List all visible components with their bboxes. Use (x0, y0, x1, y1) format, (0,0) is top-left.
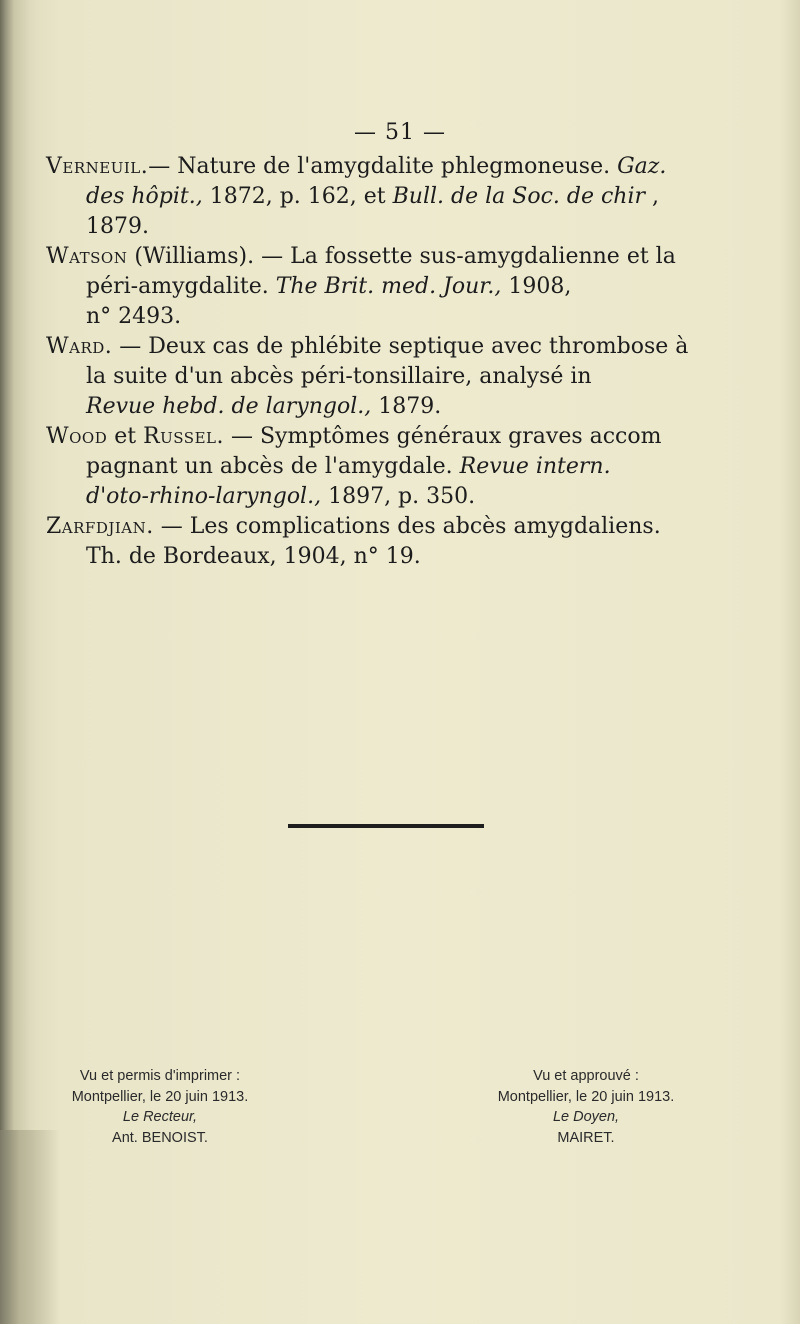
entry-text: — Symptômes généraux graves accom (224, 424, 662, 449)
entry-line (46, 302, 766, 332)
entry-line (46, 182, 766, 212)
entry-line (46, 212, 766, 242)
entry-text: 1872, p. 162, et (202, 184, 393, 209)
bibliography-entry (46, 332, 766, 422)
entry-author: Verneuil. (46, 154, 149, 179)
imprimatur-title: Le Recteur, (122, 1109, 198, 1125)
page-number: — 51 — (354, 120, 446, 145)
bibliography-entry (46, 242, 766, 332)
entry-text: la suite d'un abcès péri-tonsillaire, analysé in (86, 364, 592, 389)
entry-text: 1897, p. 350. (321, 484, 476, 509)
entry-text: n° 2493. (86, 304, 182, 329)
entry-citation-italic: Revue intern. (459, 454, 611, 479)
entry-author: Zarfdjian. (46, 514, 154, 539)
bibliography-entry (46, 512, 766, 572)
entry-citation-italic: Revue hebd. de laryngol., (86, 394, 372, 419)
entry-text: 1879. (86, 214, 149, 239)
entry-text: 1908, (501, 274, 572, 299)
entry-text: (Williams). — La fossette sus-amygdalienne et la (127, 244, 676, 269)
entry-citation-italic: des hôpit., (86, 184, 203, 209)
entry-line (46, 332, 766, 362)
imprimatur-approval (456, 1066, 716, 1148)
entry-text: et (107, 424, 144, 449)
entry-line (46, 242, 766, 272)
entry-text: pagnant un abcès de l'amygdale. (86, 454, 460, 479)
entry-citation-italic: Gaz. (617, 154, 667, 179)
entry-text: Th. de Bordeaux, 1904, n° 19. (86, 544, 421, 569)
entry-line (46, 422, 766, 452)
entry-text: — Les complications des abcès amygdaliens. (153, 514, 661, 539)
approval-title: Le Doyen, (552, 1109, 620, 1125)
entry-line (46, 452, 766, 482)
imprimatur-signatory: Ant. BENOIST. (112, 1129, 208, 1146)
bibliography-entry (46, 422, 766, 512)
bibliography-entry (46, 152, 766, 242)
entry-citation-italic: The Brit. med. Jour., (275, 274, 502, 299)
imprimatur-heading: Vu et permis d'imprimer : (79, 1068, 241, 1084)
entry-line (46, 272, 766, 302)
imprimatur-permission (30, 1066, 290, 1148)
entry-author: Watson (46, 244, 128, 269)
entry-citation-italic: Bull. de la Soc. de chir (392, 184, 646, 209)
entry-author: Wood (46, 424, 108, 449)
entry-text: , (645, 184, 660, 209)
approval-place-date: Montpellier, le 20 juin 1913. (497, 1088, 675, 1105)
entry-text: Russel. (143, 424, 224, 449)
entry-line (46, 362, 766, 392)
imprimatur-place-date: Montpellier, le 20 juin 1913. (71, 1088, 249, 1105)
entry-text: — Nature de l'amygdalite phlegmoneuse. (148, 154, 618, 179)
entry-text: péri-amygdalite. (86, 274, 276, 299)
entry-line (46, 542, 766, 572)
entry-text: — Deux cas de phlébite septique avec thrombose à (112, 334, 689, 359)
entry-line (46, 392, 766, 422)
bibliography-list (46, 152, 766, 572)
entry-text: 1879. (371, 394, 442, 419)
approval-signatory: MAIRET. (557, 1129, 615, 1146)
approval-heading: Vu et approuvé : (533, 1068, 639, 1084)
entry-line (46, 482, 766, 512)
entry-line (46, 512, 766, 542)
separator-rule (288, 824, 484, 828)
entry-author: Ward. (46, 334, 113, 359)
entry-line (46, 152, 766, 182)
entry-citation-italic: d'oto-rhino-laryngol., (86, 484, 322, 509)
binding-stain (0, 1130, 60, 1324)
